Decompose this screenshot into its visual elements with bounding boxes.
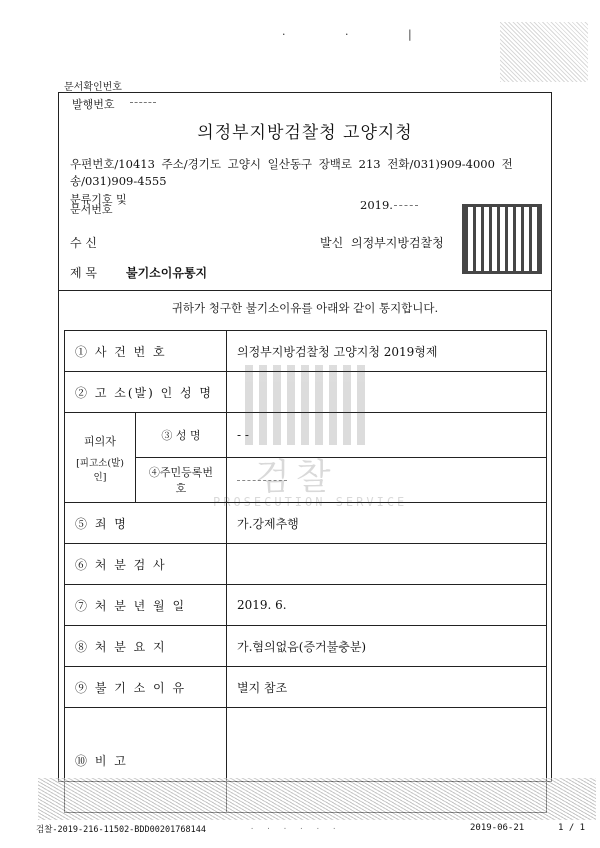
- suspect-sub-label: [피고소(발)인]: [76, 457, 124, 483]
- recipient-label: 수 신: [70, 236, 97, 250]
- table-row: [65, 626, 547, 667]
- watermark-emblem: [245, 365, 365, 445]
- table-row: [65, 585, 547, 626]
- disposition-value: 가.혐의없음(증거불충분): [227, 626, 547, 667]
- case-number-label: ① 사 건 번 호: [65, 331, 227, 372]
- doc-check-number-label: 문서확인번호: [64, 82, 122, 93]
- subject-label: 제 목: [70, 266, 97, 280]
- prosecution-watermark: [213, 365, 408, 515]
- office-title: 의정부지방검찰청 고양지청: [197, 123, 413, 143]
- crime-value: 가.강제추행: [227, 503, 547, 544]
- barcode-noise-top: [500, 22, 588, 82]
- scan-marks: · · |: [282, 28, 440, 41]
- divider: [58, 290, 552, 291]
- reason-value: 별지 참조: [227, 667, 547, 708]
- date-redacted: [394, 205, 418, 206]
- suspect-cell: [65, 413, 136, 503]
- watermark-subtext: PROSECUTION SERVICE: [213, 495, 408, 509]
- official-seal: [462, 204, 542, 274]
- letter-date: 2019.: [360, 198, 393, 212]
- prosecutor-value: [227, 544, 547, 585]
- disposition-date-value: 2019. 6.: [227, 585, 547, 626]
- name-label: ③ 성 명: [136, 413, 227, 458]
- footer-doc-id: 검찰-2019-216-11502-BDD00201768144: [36, 825, 206, 835]
- table-row: [65, 544, 547, 585]
- suspect-label: 피의자: [84, 434, 116, 448]
- prosecutor-label: ⑥ 처 분 검 사: [65, 544, 227, 585]
- disposition-date-label: ⑦ 처 분 년 월 일: [65, 585, 227, 626]
- intro-text: 귀하가 청구한 불기소이유를 아래와 같이 통지합니다.: [171, 301, 439, 315]
- office-address: 우편번호/10413 주소/경기도 고양시 일산동구 장백로 213 전화/031)909-4000 전송/031)909-4555: [70, 157, 513, 188]
- barcode-noise-bottom: [38, 778, 596, 820]
- classification-label: 분류기호 및 문서번호: [70, 193, 127, 216]
- table-row: [65, 667, 547, 708]
- reg-number-label: ④주민등록번호: [136, 458, 227, 503]
- disposition-label: ⑧ 처 분 요 지: [65, 626, 227, 667]
- reason-label: ⑨ 불 기 소 이 유: [65, 667, 227, 708]
- subject: 불기소이유통지: [126, 266, 208, 280]
- sender: 발신 의정부지방검찰청: [320, 236, 444, 250]
- issue-number-redacted: [130, 102, 156, 103]
- footer-dots: · · · · · ·: [250, 825, 341, 833]
- crime-label: ⑤ 죄 명: [65, 503, 227, 544]
- footer-date: 2019-06-21: [470, 823, 525, 833]
- remarks-label: ⑩ 비 고: [65, 708, 227, 813]
- case-number-value: 의정부지방검찰청 고양지청 2019형제: [227, 331, 547, 372]
- issue-number-label: 발행번호: [72, 98, 115, 111]
- name-value: - -: [227, 413, 547, 458]
- complainant-label: ② 고 소(발) 인 성 명: [65, 372, 227, 413]
- watermark-text: 검찰: [255, 457, 337, 498]
- footer-page: 1 / 1: [558, 823, 586, 833]
